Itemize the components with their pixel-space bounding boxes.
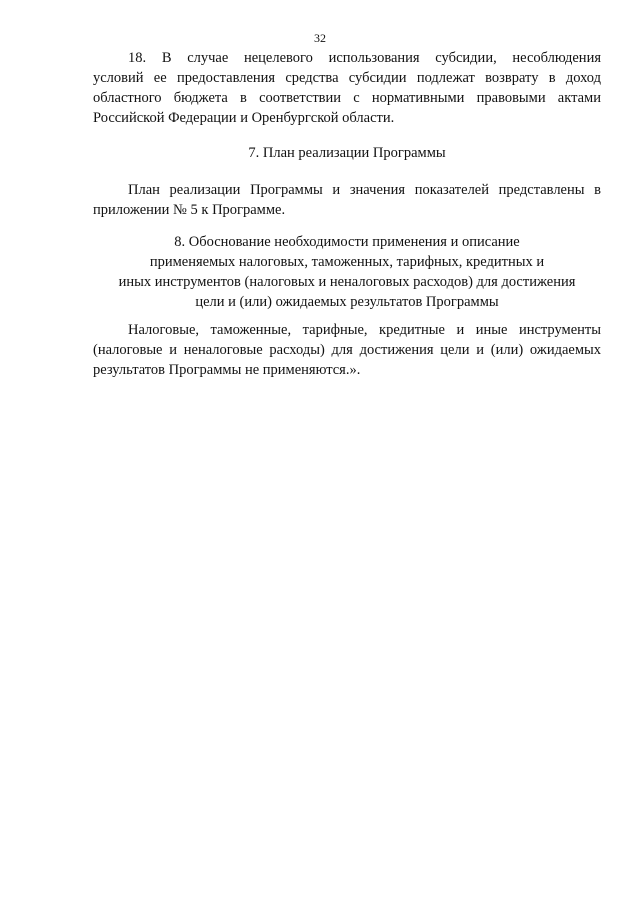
paragraph-line: Налоговые, таможенные, тарифные, кредитные и иные инструменты (128, 322, 601, 338)
section-7-paragraph (93, 180, 601, 220)
paragraph-line: Российской Федерации и Оренбургской области. (93, 110, 395, 126)
paragraph-line: План реализации Программы и значения показателей представлены в (128, 182, 601, 198)
paragraph-line: 18. В случае нецелевого использования субсидии, несоблюдения (128, 50, 601, 66)
paragraph-line: результатов Программы не применяются.». (93, 362, 361, 378)
paragraph-line: (налоговые и неналоговые расходы) для достижения цели и (или) ожидаемых (93, 342, 601, 358)
paragraph-18 (93, 48, 601, 128)
section-8-heading (93, 232, 601, 312)
section-heading-line: 8. Обоснование необходимости применения и описание (174, 234, 520, 250)
section-heading-line: иных инструментов (налоговых и неналоговых расходов) для достижения (118, 274, 576, 290)
section-heading-line: цели и (или) ожидаемых результатов Программы (195, 294, 499, 310)
paragraph-line: условий ее предоставления средства субсидии подлежат возврату в доход (93, 70, 601, 86)
section-heading-line: применяемых налоговых, таможенных, тарифных, кредитных и (149, 254, 545, 270)
section-8-paragraph (93, 320, 601, 380)
paragraph-line: областного бюджета в соответствии с нормативными правовыми актами (93, 90, 601, 106)
page-number: 32 (314, 31, 326, 45)
section-7-heading (93, 143, 601, 163)
section-heading: 7. План реализации Программы (248, 145, 446, 161)
paragraph-line: приложении № 5 к Программе. (93, 202, 286, 218)
